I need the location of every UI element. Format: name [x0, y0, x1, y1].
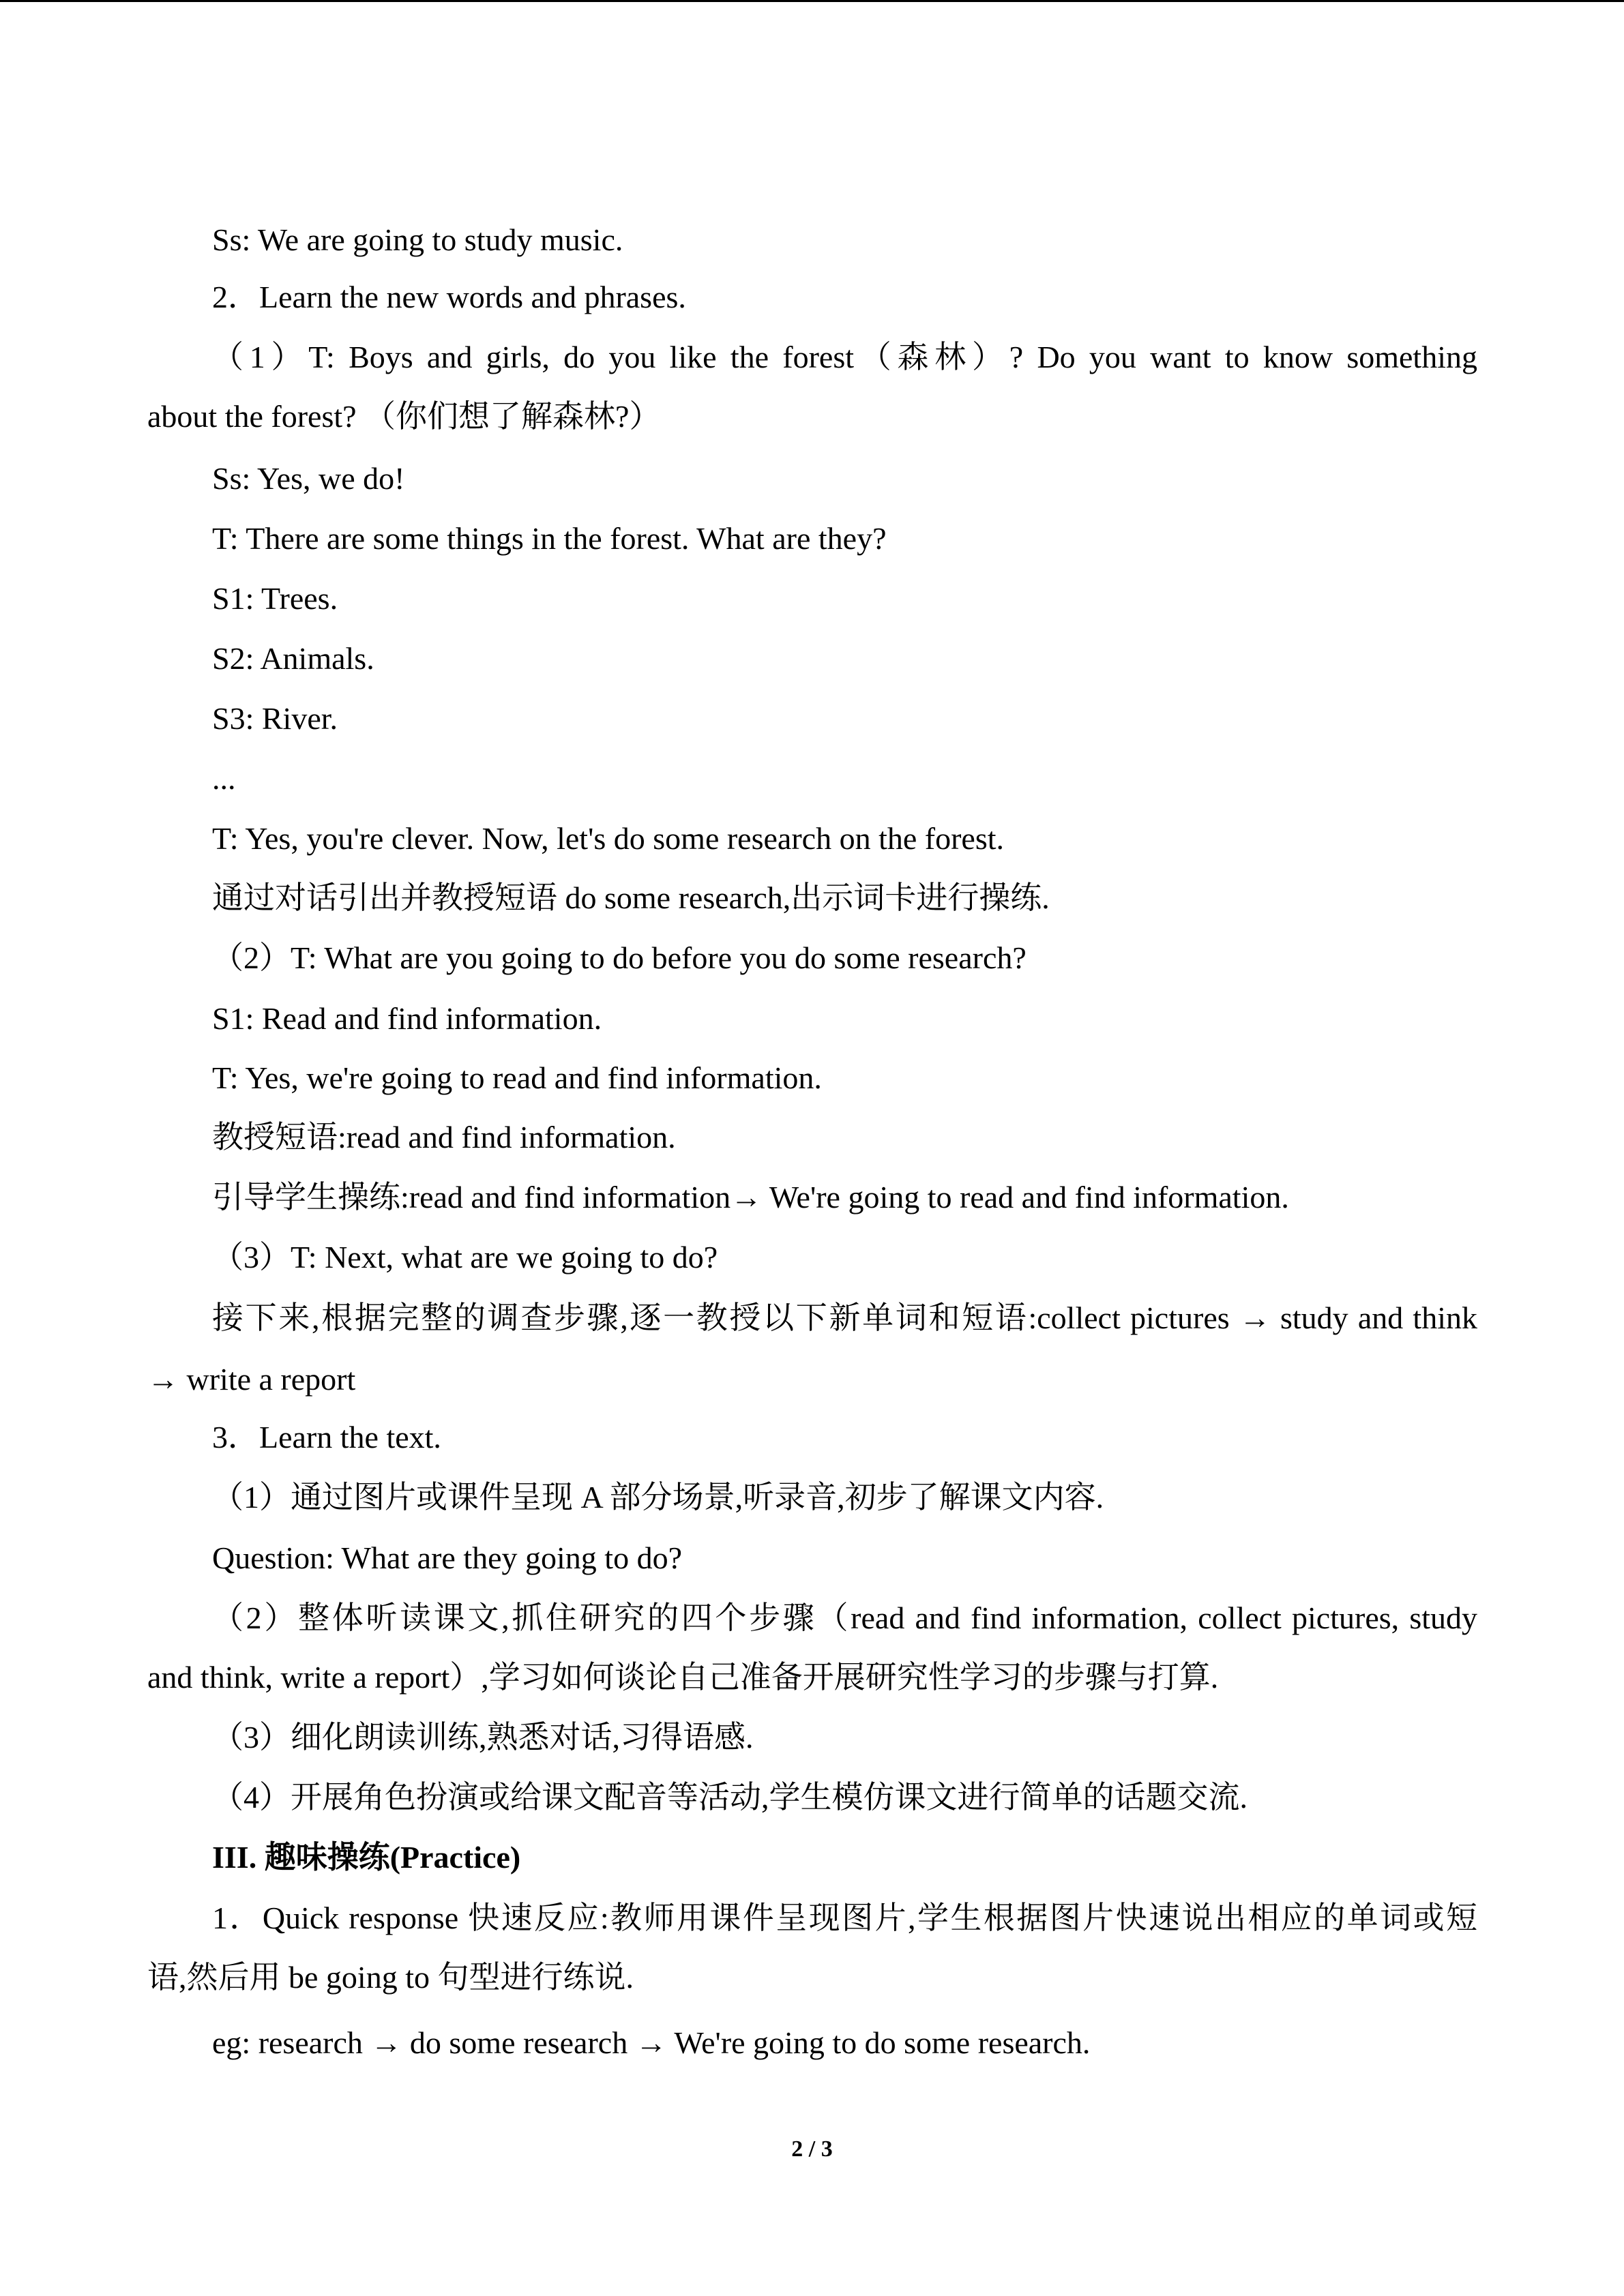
text-line: Ss: We are going to study music.	[212, 222, 623, 257]
text-line: S2: Animals.	[212, 641, 374, 676]
text-line: （2）T: What are you going to do before you do some research?	[212, 940, 1027, 975]
text-line: （3）T: Next, what are we going to do?	[212, 1240, 718, 1274]
text-line: （2）整体听读课文,抓住研究的四个步骤（read and find information, collect pictures, study	[212, 1600, 1477, 1635]
text-line: （3）细化朗读训练,熟悉对话,习得语感.	[212, 1720, 754, 1755]
text-line: ...	[212, 761, 236, 796]
text-line: 通过对话引出并教授短语 do some research,出示词卡进行操练.	[212, 880, 1050, 915]
text-line: → write a report	[147, 1362, 356, 1397]
top-border-line	[0, 0, 1624, 2]
text-line: Question: What are they going to do?	[212, 1540, 682, 1575]
text-line: 3．Learn the text.	[212, 1420, 441, 1455]
text-line: about the forest? （你们想了解森林?）	[147, 399, 661, 434]
text-line: Ss: Yes, we do!	[212, 461, 405, 496]
text-line: eg: research → do some research → We're going to do some research.	[212, 2025, 1091, 2060]
text-line: 教授短语:read and find information.	[212, 1120, 676, 1154]
text-line: （4）开展角色扮演或给课文配音等活动,学生模仿课文进行简单的话题交流.	[212, 1780, 1247, 1815]
text-line: 1．Quick response 快速反应:教师用课件呈现图片,学生根据图片快速说出相应的单词或短	[212, 1900, 1477, 1935]
text-line: 引导学生操练:read and find information→ We're going to read and find information.	[212, 1180, 1289, 1214]
text-line: （1）T: Boys and girls, do you like the forest（森林）? Do you want to know something	[212, 340, 1477, 374]
text-line: T: Yes, you're clever. Now, let's do some research on the forest.	[212, 821, 1005, 856]
section-heading: III. 趣味操练(Practice)	[212, 1840, 521, 1875]
text-line: S1: Read and find information.	[212, 1001, 602, 1036]
text-line: T: Yes, we're going to read and find information.	[212, 1060, 822, 1095]
text-line: （1）通过图片或课件呈现 A 部分场景,听录音,初步了解课文内容.	[212, 1480, 1104, 1515]
text-line: S1: Trees.	[212, 581, 338, 616]
text-line: and think, write a report）,学习如何谈论自己准备开展研究性学习的步骤与打算.	[147, 1660, 1219, 1695]
text-line: T: There are some things in the forest. What are they?	[212, 521, 887, 556]
text-line: 2．Learn the new words and phrases.	[212, 280, 686, 314]
text-line: S3: River.	[212, 701, 338, 736]
page-number: 2 / 3	[791, 2136, 833, 2162]
text-line: 接下来,根据完整的调查步骤,逐一教授以下新单词和短语:collect pictures → study and think	[212, 1300, 1477, 1335]
text-line: 语,然后用 be going to 句型进行练说.	[147, 1960, 634, 1995]
